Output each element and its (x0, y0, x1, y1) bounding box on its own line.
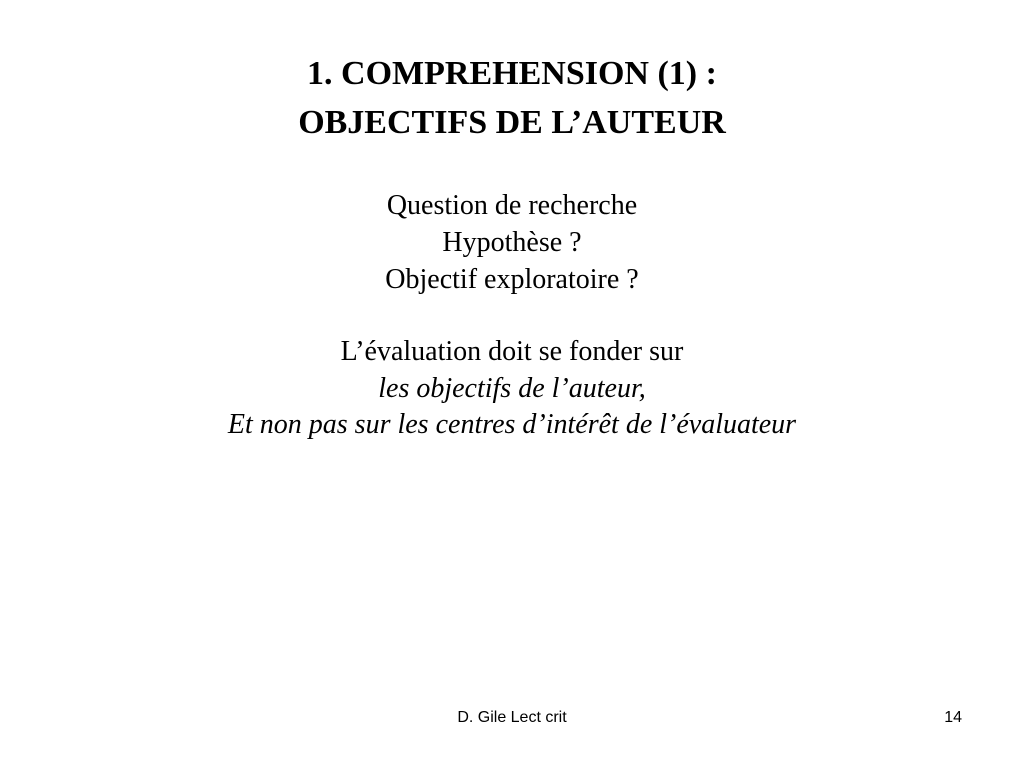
slide-title-line-1: 1. COMPREHENSION (1) : (307, 55, 717, 92)
slide-title-line-2: OBJECTIFS DE L’AUTEUR (298, 104, 726, 141)
research-questions-block (0, 187, 1024, 298)
evaluation-statement-block (0, 334, 1024, 444)
slide-title (0, 49, 1024, 147)
footer-author: D. Gile Lect crit (457, 709, 567, 726)
author-objectives-line: les objectifs de l’auteur, (378, 372, 646, 404)
evaluator-interests-line: Et non pas sur les centres d’intérêt de l’évaluateur (227, 409, 797, 440)
exploratory-objective-line: Objectif exploratoire ? (385, 264, 639, 295)
slide-page-number: 14 (944, 709, 962, 726)
hypothesis-line: Hypothèse ? (442, 227, 582, 258)
evaluation-statement-line: L’évaluation doit se fonder sur (340, 336, 684, 367)
research-question-line: Question de recherche (386, 190, 638, 221)
